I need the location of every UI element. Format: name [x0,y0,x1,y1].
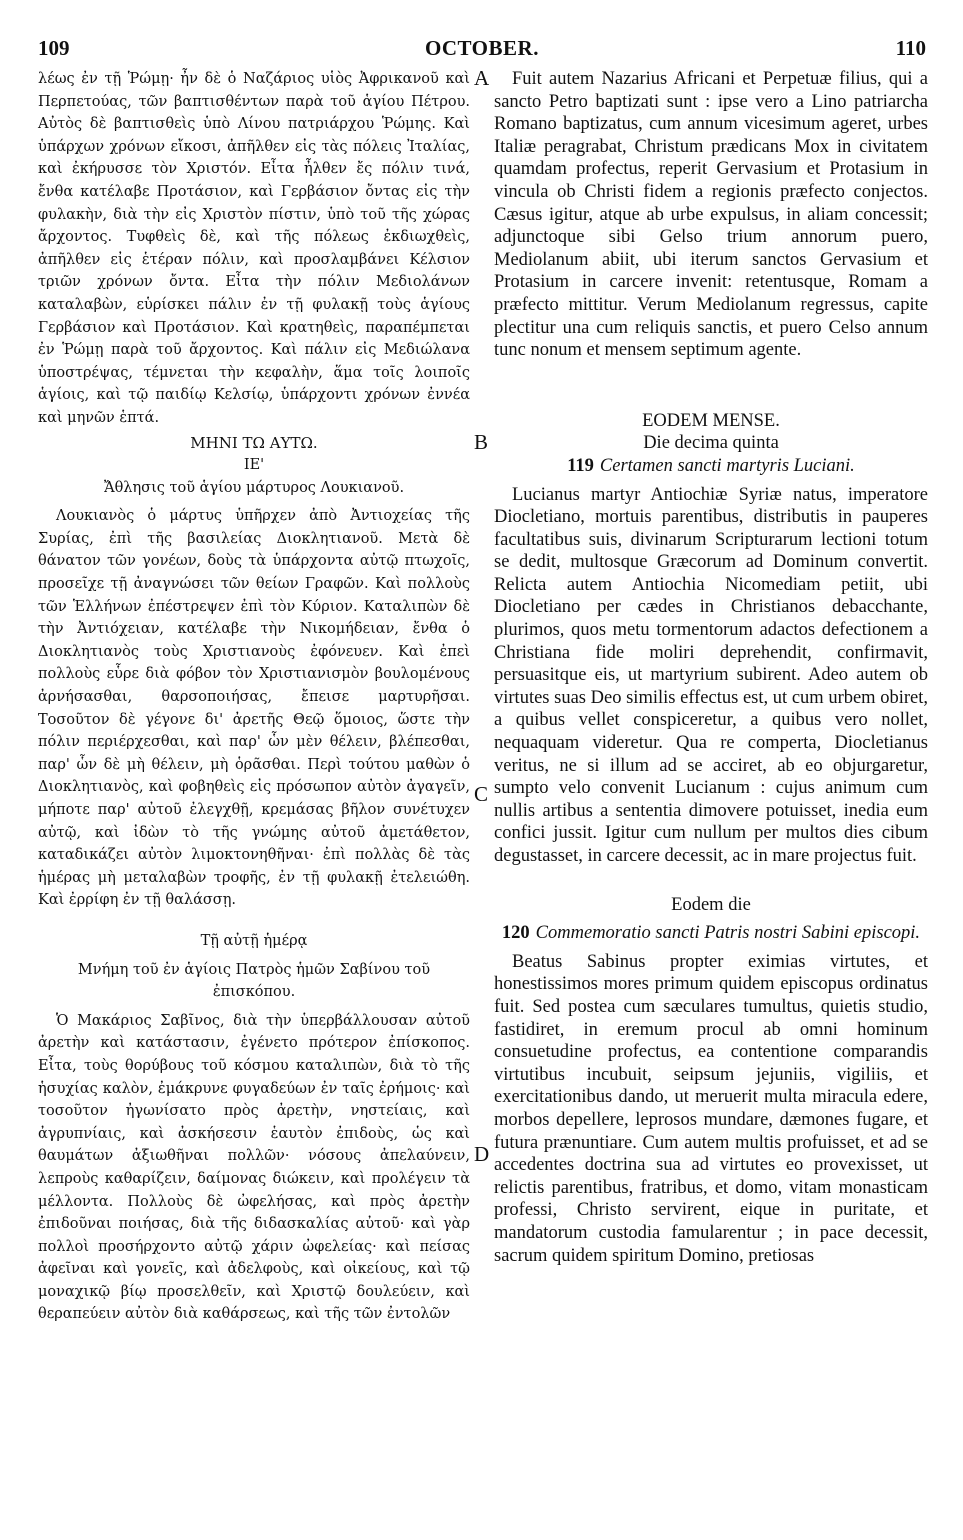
margin-marker-d: D [474,1142,490,1166]
entry-number-120: 120 [501,923,530,944]
greek-title-sabini: Μνήμη τοῦ ἐν ἁγίοις Πατρὸς ἡμῶν Σαβίνου τοῦ ἐπισκόπου. [77,961,431,1001]
greek-month-heading: ΜΗΝΙ ΤΩ ΑΥΤΩ. [190,433,318,452]
latin-day-heading: Die decima quinta [643,433,779,454]
latin-title-luciani-text: Certamen sancti martyris Luciani. [599,455,855,476]
left-page-number: 109 [38,36,70,60]
greek-body-sabini: Ὁ Μακάριος Σαβῖνος, διὰ τὴν ὑπερβάλλουσαν αὐτοῦ ἀρετὴν καὶ κατάστασιν, ἐγένετο πρότερον ἐπίσκοπος. Εἶτα, τοὺς θορύβους τοῦ κόσμου καταλιπὼν, διὰ τὸ τῆς ἡσυχίας καλὸν, ἐμάκρυνε φυγαδεύων ἐν ταῖς ἐρήμοις· καὶ τοσοῦτον ἠγωνίσατο πρὸς ἀρετὴν, νηστείαις, καὶ ἀγρυπνίαις, καὶ ἀσκήσεσιν ἑαυτὸν ἐπιδοὺς, ὡς καὶ θαυμάτων ἀξιωθῆναι πολλῶν· νόσους ἀπελαύνειν, λεπροὺς καθαρίζειν, δαίμονας διώκειν, καὶ προλέγειν τὰ μέλλοντα. Πολλοὺς δὲ ὠφελήσας, καὶ πρὸς ἀρετὴν ἐπιδοῦναι ποιήσας, διὰ τῆς διδασκαλίας αὐτοῦ· καὶ γὰρ πολλοὶ προσήρχοντο αὐτῷ χάριν ὠφελείας· καὶ πείσας ἀφεῖναι καὶ γονεῖς, καὶ ἀδελφοὺς, καὶ οἰκείους, καὶ τῷ μοναχικῷ βίῳ προσελθεῖν, καὶ Χριστῷ δουλεύειν, καὶ θεραπεύειν αὐτὸν διὰ καθάρσεως, καὶ τῆς τῶν ἐντολῶν [38,1012,470,1323]
margin-marker-a: A [474,66,490,90]
latin-title-sabini [494,922,928,945]
latin-title-sabini-text: Commemoratio sancti Patris nostri Sabini episcopi. [535,923,921,944]
greek-day-heading-2: Τῇ αὐτῇ ἡμέρᾳ [200,932,308,949]
greek-body-luciani: Λουκιανὸς ὁ μάρτυς ὑπῆρχεν ἀπὸ Ἀντιοχείας τῆς Συρίας, ἐπὶ τῆς βασιλείας Διοκλητιανοῦ. Μετὰ δὲ θάνατον τῶν γονέων, δοὺς τὰ ὑπάρχοντα αὐτῷ πτωχοῖς, προσεῖχε τῇ ἀναγνώσει τῶν θείων Γραφῶν. Καὶ πολλοὺς τῶν Ἑλλήνων ἐπέστρεψεν ἐπὶ τὸν Κύριον. Καταλιπὼν δὲ τὴν Ἀντιόχειαν, κατέλαβε τὴν Νικομήδειαν, ἔνθα ὁ Διοκλητιανὸς τοὺς Χριστιανοὺς ἐφόνευεν. Καὶ ἐπεὶ πολλοὺς εὗρε διὰ φόβον τὸν Χριστιανισμὸν βουλομένους ἀρνήσασθαι, θαρσοποιήσας, ἔπεισε μαρτυρῆσαι. Τοσοῦτον δὲ γέγονε δι' ἀρετῆς Θεῷ ὅμοιος, ὥστε τὴν πόλιν περιέρχεσθαι, καὶ παρ' ὧν μὲν θέλειν, βλέπεσθαι, παρ' ὧν δὲ μὴ θέλειν, μὴ ὁρᾶσθαι. Περὶ τούτου μαθὼν ὁ Διοκλητιανὸς, καὶ φοβηθεὶς εἰς πρόσωπον αὐτὸν ἀγαγεῖν, μήποτε παρ' αὐτοῦ ἐλεγχθῇ, κρεμάσας βῆλον συνέτυχεν αὐτῷ, καὶ ἰδὼν τὸ τῆς γνώμης αὐτοῦ ἀμετάθετον, καταδικάζει αὐτὸν λιμοκτονηθῆναι· ἐπὶ πολλὰς δὲ τὰς ἡμέρας μὴ μεταλαβὼν τροφῆς, ἐν τῇ φυλακῇ ἐτελειώθη. Καὶ ἐρρίφη ἐν τῇ θαλάσσῃ. [38,508,470,909]
greek-column [38,68,470,1326]
margin-marker-c: C [474,782,489,806]
right-page-number: 110 [895,36,926,60]
running-title: OCTOBER. [425,36,539,60]
latin-column [494,68,928,1267]
latin-title-luciani [494,455,928,478]
greek-intro-paragraph: λέως ἐν τῇ Ῥώμῃ· ἦν δὲ ὁ Ναζάριος υἱὸς Ἀφρικανοῦ καὶ Περπετούας, τῶν βαπτισθέντων παρὰ τοῦ ἁγίου Πέτρου. Αὐτὸς δὲ βαπτισθεὶς ὑπὸ Λίνου πατριάρχου Ῥώμης. Καὶ ὑπάρχων χρόνων εἴκοσι, ἀπῆλθεν εἰς τὰς πόλεις Ἰταλίας, καὶ ἐκήρυσσε τὸν Χριστόν. Εἶτα ἦλθεν ἔς πόλιν τινά, ἔνθα κατέλαβε Προτάσιον, καὶ Γερβάσιον ὄντας εἰς τὴν φυλακὴν, διὰ τὴν εἰς Χριστὸν πίστιν, ὑπὸ τοῦ τῆς χώρας ἄρχοντος. Τυφθεὶς δὲ, καὶ τῆς πόλεως ἐκδιωχθεὶς, ἀπῆλθεν εἰς ἑτέραν πόλιν, καὶ προσλαμβάνει Κέλσιον τριῶν χρόνων ὄντα. Εἶτα τὴν πόλιν Μεδιολάνων καταλαβὼν, εὑρίσκει πάλιν ἐν τῇ φυλακῇ τοὺς ἁγίους Γερβάσιον καὶ Προτάσιον. Καὶ κρατηθεὶς, παραπέμπεται ἐν Ῥώμῃ παρὰ τοῦ ἄρχοντος. Καὶ πάλιν εἰς Μεδιώλανα ὑποστρέψας, τέμνεται τὴν κεφαλὴν, ἅμα τοῖς λοιποῖς ἁγίοις, καὶ τῷ παιδίῳ Κελσίῳ, ὑπάρχοντι χρόνων ἐννέα καὶ μηνῶν ἑπτά. [38,71,470,426]
greek-title-luciani: Ἄθλησις τοῦ ἁγίου μάρτυρος Λουκιανοῦ. [103,479,405,496]
latin-body-sabini: Beatus Sabinus propter eximias virtutes, et honestissimos mores primum quidem episcopus ordinatus fuit. Sed postea cum sæculares tumultus, quietis studio, fastidiret, in eremum procul ab omni hominum consuetudine profectus, ea contentione comparandis virtutibus incubuit, seipsum jejuniis, vigiliis, et exercitationibus dando, ut meruerit multa miracula edere, morbos depellere, leprosos mundare, dæmones fugare, et futura prænuntiare. Cum autem multis profuisset, et ad se accedentes doctrina sua ad virtutes eo provexisset, ut relictis parentibus, fratribus, et domo, vitam monasticam professi, Christo servirent, eique in puritate, et mandatorum custodia famularentur ; in pace decessit, sacrum quidem spiritum Domino, pretiosas [494,951,928,1266]
margin-marker-b: B [474,430,489,454]
entry-number-119: 119 [567,455,594,476]
latin-month-heading: EODEM MENSE. [642,410,780,431]
page-header [38,36,926,62]
latin-day-heading-2: Eodem die [671,894,751,915]
latin-intro-paragraph: Fuit autem Nazarius Africani et Perpetuæ filius, qui a sancto Petro baptizati sunt : ipse vero a Lino patriarcha Romano baptizatus, cum annum vicesimum ageret, urbes Italiæ peragrabat, Christum prædicans Mox in civitatem quamdam profectus, reperit Gervasium et Protasium in vincula ob Christi fidem a regionis præfecto conjectos. Cæsus igitur, atque ab urbe expulsus, in aliam concessit; adjunctoque sibi Gelso trium annorum puero, Mediolanum abiit, ubi iterum sanctos Gervasium et Protasium in carcere invenit: retentusque, Romam a præfecto mittitur. Verum Mediolanum regressus, capite plectitur una cum reliquis sanctis, et puero Celso annum tunc nonum et mensem septimum agente. [494,69,928,361]
latin-body-luciani: Lucianus martyr Antiochiæ Syriæ natus, imperatore Diocletiano, mortuis parentibus, distributis in pauperes facultatibus suis, divinarum Scripturarum lectioni totum se dedit, multosque Græcorum ad Dominum convertit. Relicta autem Antiochia Nicomediam petiit, ubi Diocletiano per cædes in Christianos debacchante, plurimos, quos metu tormentorum adactos defectionem a Christiana fide moliri deprehendit, confirmavit, persuasitque eis, ut martyrium subirent. Adeo autem ob virtutes suas Deo similis effectus est, ut cum urbem obiret, a quibus vellet conspiceretur, a quibus vero nollet, nequaquam videretur. Qua re comperta, Diocletianus veritus, ne si illum ad se acciret, ab eo objurgaretur, sumpto velo convenit Lucianum : cujus animum cum nullis artibus a sententia dimovere potuisset, inedia eum confici jussit. Igitur cum nullum per multos dies cibum degustasset, in carcere decessit, ac in mare projectus fuit. [494,484,928,866]
greek-day-heading: ΙΕ' [243,457,265,474]
